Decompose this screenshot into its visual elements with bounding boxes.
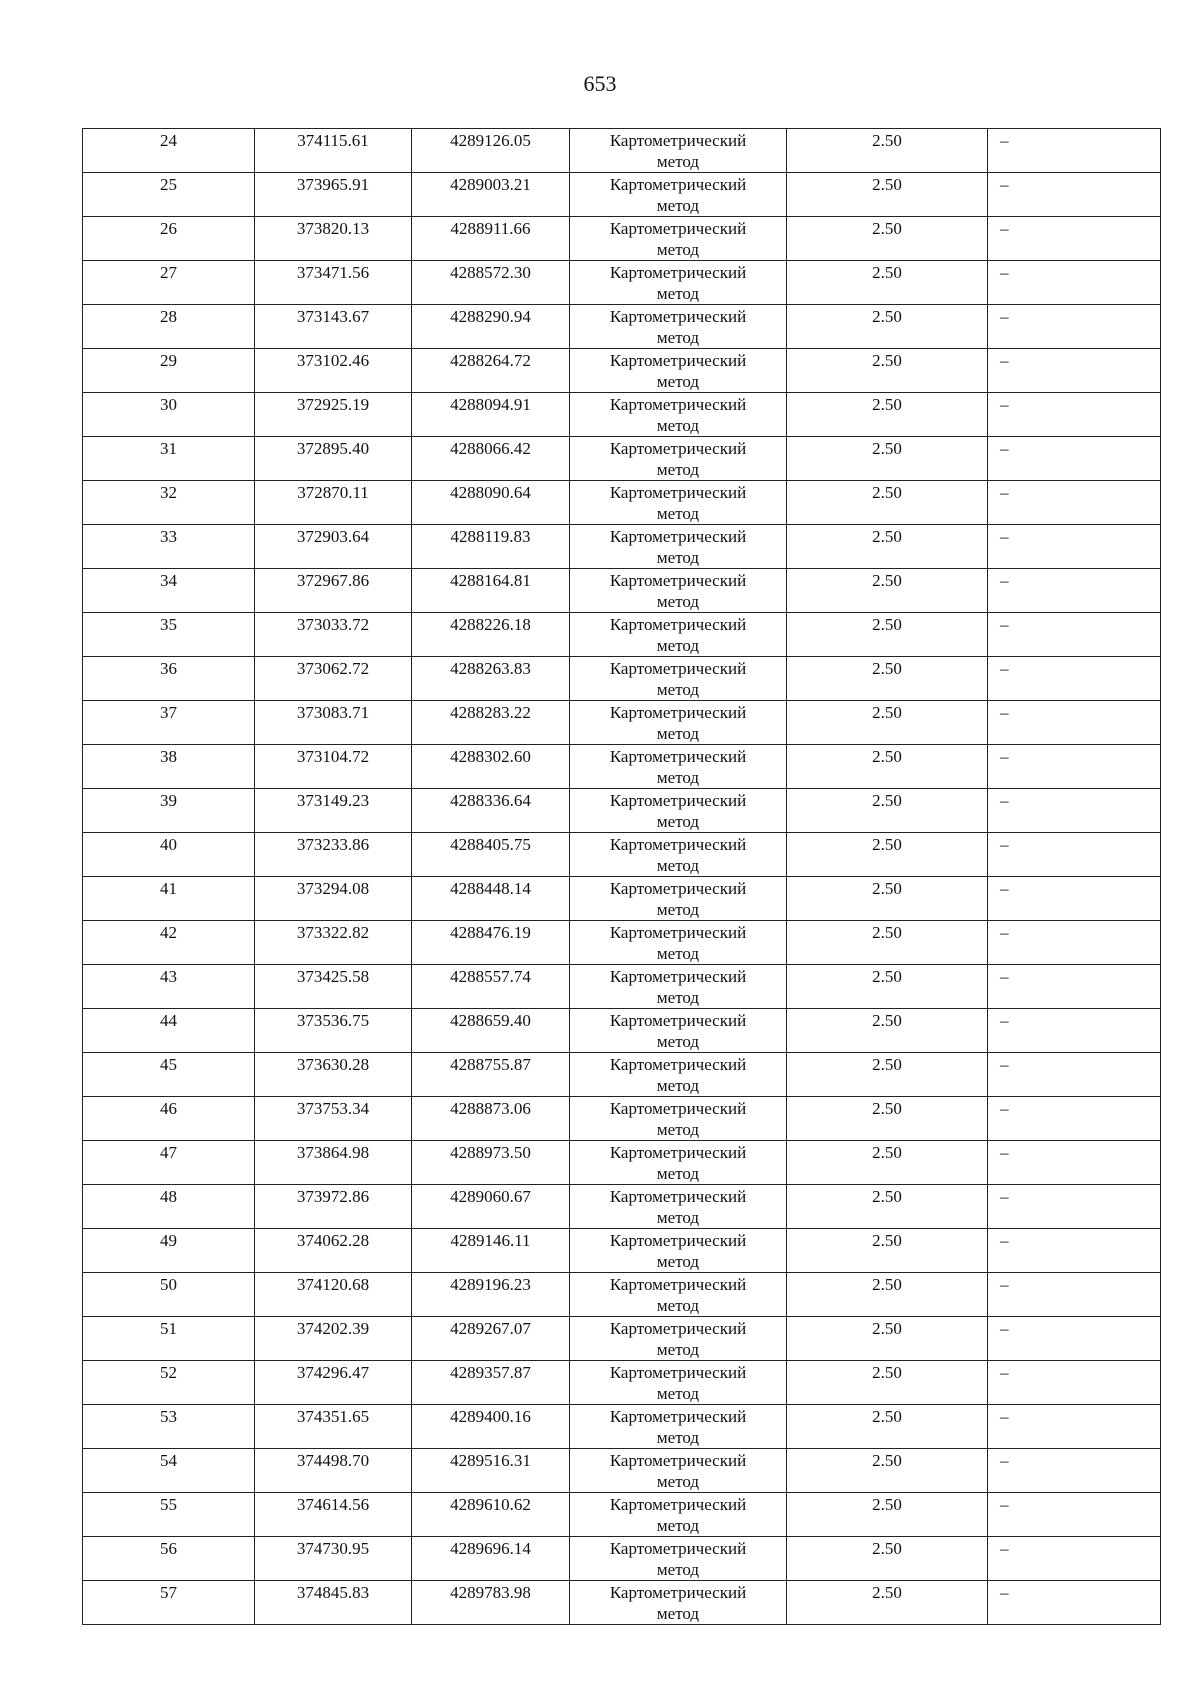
point-number-cell: 38 xyxy=(83,745,255,789)
accuracy-cell: 2.50 xyxy=(787,701,988,745)
point-number-cell: 50 xyxy=(83,1273,255,1317)
note-cell: – xyxy=(988,349,1161,393)
table-row xyxy=(83,1097,1161,1141)
accuracy-cell: 2.50 xyxy=(787,921,988,965)
table-row xyxy=(83,701,1161,745)
method-cell xyxy=(570,1493,787,1537)
y-coordinate-cell: 4289126.05 xyxy=(412,129,570,173)
y-coordinate-cell: 4289357.87 xyxy=(412,1361,570,1405)
x-coordinate-cell: 373233.86 xyxy=(255,833,412,877)
x-coordinate-cell: 373083.71 xyxy=(255,701,412,745)
method-cell xyxy=(570,1185,787,1229)
method-text: Картометрический метод xyxy=(609,1231,747,1271)
y-coordinate-cell: 4289610.62 xyxy=(412,1493,570,1537)
note-cell: – xyxy=(988,1053,1161,1097)
y-coordinate-cell: 4288755.87 xyxy=(412,1053,570,1097)
point-number-cell: 54 xyxy=(83,1449,255,1493)
x-coordinate-cell: 373143.67 xyxy=(255,305,412,349)
method-cell xyxy=(570,921,787,965)
note-cell: – xyxy=(988,481,1161,525)
method-cell xyxy=(570,1361,787,1405)
point-number-cell: 57 xyxy=(83,1581,255,1625)
method-cell xyxy=(570,217,787,261)
table-row xyxy=(83,1053,1161,1097)
table-row xyxy=(83,217,1161,261)
method-text: Картометрический метод xyxy=(609,703,747,743)
y-coordinate-cell: 4288405.75 xyxy=(412,833,570,877)
x-coordinate-cell: 373425.58 xyxy=(255,965,412,1009)
table-row xyxy=(83,261,1161,305)
x-coordinate-cell: 374498.70 xyxy=(255,1449,412,1493)
accuracy-cell: 2.50 xyxy=(787,833,988,877)
method-cell xyxy=(570,393,787,437)
y-coordinate-cell: 4288973.50 xyxy=(412,1141,570,1185)
note-cell: – xyxy=(988,921,1161,965)
point-number-cell: 30 xyxy=(83,393,255,437)
note-cell: – xyxy=(988,833,1161,877)
accuracy-cell: 2.50 xyxy=(787,1141,988,1185)
note-cell: – xyxy=(988,393,1161,437)
point-number-cell: 55 xyxy=(83,1493,255,1537)
y-coordinate-cell: 4288119.83 xyxy=(412,525,570,569)
method-text: Картометрический метод xyxy=(609,351,747,391)
method-text: Картометрический метод xyxy=(609,1055,747,1095)
x-coordinate-cell: 372925.19 xyxy=(255,393,412,437)
table-row xyxy=(83,173,1161,217)
y-coordinate-cell: 4289516.31 xyxy=(412,1449,570,1493)
note-cell: – xyxy=(988,701,1161,745)
coordinates-table-body xyxy=(83,129,1161,1625)
method-cell xyxy=(570,349,787,393)
table-row xyxy=(83,877,1161,921)
point-number-cell: 49 xyxy=(83,1229,255,1273)
note-cell: – xyxy=(988,1449,1161,1493)
table-row xyxy=(83,569,1161,613)
method-text: Картометрический метод xyxy=(609,659,747,699)
point-number-cell: 32 xyxy=(83,481,255,525)
point-number-cell: 53 xyxy=(83,1405,255,1449)
method-cell xyxy=(570,569,787,613)
note-cell: – xyxy=(988,1537,1161,1581)
method-text: Картометрический метод xyxy=(609,131,747,171)
y-coordinate-cell: 4288911.66 xyxy=(412,217,570,261)
method-text: Картометрический метод xyxy=(609,1495,747,1535)
method-text: Картометрический метод xyxy=(609,219,747,259)
x-coordinate-cell: 373062.72 xyxy=(255,657,412,701)
note-cell: – xyxy=(988,1229,1161,1273)
note-cell: – xyxy=(988,1141,1161,1185)
y-coordinate-cell: 4288302.60 xyxy=(412,745,570,789)
accuracy-cell: 2.50 xyxy=(787,261,988,305)
x-coordinate-cell: 374730.95 xyxy=(255,1537,412,1581)
method-cell xyxy=(570,1229,787,1273)
note-cell: – xyxy=(988,789,1161,833)
accuracy-cell: 2.50 xyxy=(787,349,988,393)
accuracy-cell: 2.50 xyxy=(787,613,988,657)
x-coordinate-cell: 374202.39 xyxy=(255,1317,412,1361)
x-coordinate-cell: 373536.75 xyxy=(255,1009,412,1053)
point-number-cell: 56 xyxy=(83,1537,255,1581)
point-number-cell: 52 xyxy=(83,1361,255,1405)
y-coordinate-cell: 4288283.22 xyxy=(412,701,570,745)
method-text: Картометрический метод xyxy=(609,1143,747,1183)
accuracy-cell: 2.50 xyxy=(787,1449,988,1493)
table-row xyxy=(83,1229,1161,1273)
note-cell: – xyxy=(988,217,1161,261)
method-cell xyxy=(570,657,787,701)
table-row xyxy=(83,789,1161,833)
method-cell xyxy=(570,1273,787,1317)
point-number-cell: 28 xyxy=(83,305,255,349)
method-cell xyxy=(570,1317,787,1361)
accuracy-cell: 2.50 xyxy=(787,789,988,833)
note-cell: – xyxy=(988,657,1161,701)
x-coordinate-cell: 372967.86 xyxy=(255,569,412,613)
table-row xyxy=(83,393,1161,437)
note-cell: – xyxy=(988,437,1161,481)
accuracy-cell: 2.50 xyxy=(787,1405,988,1449)
table-row xyxy=(83,1185,1161,1229)
table-row xyxy=(83,1317,1161,1361)
method-text: Картометрический метод xyxy=(609,615,747,655)
accuracy-cell: 2.50 xyxy=(787,525,988,569)
method-text: Картометрический метод xyxy=(609,1451,747,1491)
accuracy-cell: 2.50 xyxy=(787,1053,988,1097)
accuracy-cell: 2.50 xyxy=(787,173,988,217)
method-cell xyxy=(570,833,787,877)
x-coordinate-cell: 373294.08 xyxy=(255,877,412,921)
x-coordinate-cell: 374120.68 xyxy=(255,1273,412,1317)
method-cell xyxy=(570,261,787,305)
accuracy-cell: 2.50 xyxy=(787,1317,988,1361)
y-coordinate-cell: 4288448.14 xyxy=(412,877,570,921)
y-coordinate-cell: 4289696.14 xyxy=(412,1537,570,1581)
note-cell: – xyxy=(988,1273,1161,1317)
method-text: Картометрический метод xyxy=(609,1275,747,1315)
method-text: Картометрический метод xyxy=(609,1583,747,1623)
y-coordinate-cell: 4288066.42 xyxy=(412,437,570,481)
x-coordinate-cell: 373965.91 xyxy=(255,173,412,217)
y-coordinate-cell: 4289400.16 xyxy=(412,1405,570,1449)
accuracy-cell: 2.50 xyxy=(787,745,988,789)
table-row xyxy=(83,745,1161,789)
table-row xyxy=(83,525,1161,569)
point-number-cell: 45 xyxy=(83,1053,255,1097)
table-row xyxy=(83,965,1161,1009)
x-coordinate-cell: 373630.28 xyxy=(255,1053,412,1097)
method-text: Картометрический метод xyxy=(609,747,747,787)
method-text: Картометрический метод xyxy=(609,1099,747,1139)
method-cell xyxy=(570,701,787,745)
method-text: Картометрический метод xyxy=(609,307,747,347)
method-text: Картометрический метод xyxy=(609,1407,747,1447)
note-cell: – xyxy=(988,173,1161,217)
x-coordinate-cell: 373864.98 xyxy=(255,1141,412,1185)
point-number-cell: 48 xyxy=(83,1185,255,1229)
note-cell: – xyxy=(988,1493,1161,1537)
table-row xyxy=(83,1537,1161,1581)
table-row xyxy=(83,1405,1161,1449)
y-coordinate-cell: 4288226.18 xyxy=(412,613,570,657)
point-number-cell: 26 xyxy=(83,217,255,261)
table-row xyxy=(83,305,1161,349)
point-number-cell: 40 xyxy=(83,833,255,877)
note-cell: – xyxy=(988,129,1161,173)
table-row xyxy=(83,1449,1161,1493)
note-cell: – xyxy=(988,1317,1161,1361)
method-text: Картометрический метод xyxy=(609,1539,747,1579)
method-cell xyxy=(570,745,787,789)
y-coordinate-cell: 4289196.23 xyxy=(412,1273,570,1317)
table-row xyxy=(83,1361,1161,1405)
method-text: Картометрический метод xyxy=(609,1011,747,1051)
point-number-cell: 31 xyxy=(83,437,255,481)
accuracy-cell: 2.50 xyxy=(787,1273,988,1317)
y-coordinate-cell: 4288264.72 xyxy=(412,349,570,393)
method-cell xyxy=(570,1537,787,1581)
method-text: Картометрический метод xyxy=(609,1187,747,1227)
accuracy-cell: 2.50 xyxy=(787,1009,988,1053)
x-coordinate-cell: 373820.13 xyxy=(255,217,412,261)
method-text: Картометрический метод xyxy=(609,175,747,215)
y-coordinate-cell: 4288094.91 xyxy=(412,393,570,437)
method-text: Картометрический метод xyxy=(609,835,747,875)
method-text: Картометрический метод xyxy=(609,439,747,479)
method-cell xyxy=(570,1581,787,1625)
point-number-cell: 47 xyxy=(83,1141,255,1185)
x-coordinate-cell: 372895.40 xyxy=(255,437,412,481)
x-coordinate-cell: 374845.83 xyxy=(255,1581,412,1625)
y-coordinate-cell: 4288572.30 xyxy=(412,261,570,305)
x-coordinate-cell: 373972.86 xyxy=(255,1185,412,1229)
method-cell xyxy=(570,173,787,217)
note-cell: – xyxy=(988,305,1161,349)
x-coordinate-cell: 373322.82 xyxy=(255,921,412,965)
method-cell xyxy=(570,525,787,569)
point-number-cell: 37 xyxy=(83,701,255,745)
y-coordinate-cell: 4288336.64 xyxy=(412,789,570,833)
table-row xyxy=(83,921,1161,965)
note-cell: – xyxy=(988,525,1161,569)
point-number-cell: 35 xyxy=(83,613,255,657)
accuracy-cell: 2.50 xyxy=(787,1229,988,1273)
y-coordinate-cell: 4288873.06 xyxy=(412,1097,570,1141)
x-coordinate-cell: 373149.23 xyxy=(255,789,412,833)
point-number-cell: 41 xyxy=(83,877,255,921)
x-coordinate-cell: 374296.47 xyxy=(255,1361,412,1405)
accuracy-cell: 2.50 xyxy=(787,657,988,701)
table-row xyxy=(83,129,1161,173)
point-number-cell: 25 xyxy=(83,173,255,217)
accuracy-cell: 2.50 xyxy=(787,1537,988,1581)
method-text: Картометрический метод xyxy=(609,791,747,831)
x-coordinate-cell: 374062.28 xyxy=(255,1229,412,1273)
table-row xyxy=(83,1273,1161,1317)
table-row xyxy=(83,1581,1161,1625)
table-row xyxy=(83,1009,1161,1053)
method-text: Картометрический метод xyxy=(609,527,747,567)
accuracy-cell: 2.50 xyxy=(787,305,988,349)
method-cell xyxy=(570,129,787,173)
table-row xyxy=(83,613,1161,657)
accuracy-cell: 2.50 xyxy=(787,965,988,1009)
method-cell xyxy=(570,965,787,1009)
note-cell: – xyxy=(988,1361,1161,1405)
point-number-cell: 42 xyxy=(83,921,255,965)
method-cell xyxy=(570,305,787,349)
accuracy-cell: 2.50 xyxy=(787,569,988,613)
method-cell xyxy=(570,481,787,525)
method-cell xyxy=(570,877,787,921)
y-coordinate-cell: 4288090.64 xyxy=(412,481,570,525)
point-number-cell: 46 xyxy=(83,1097,255,1141)
point-number-cell: 29 xyxy=(83,349,255,393)
y-coordinate-cell: 4288290.94 xyxy=(412,305,570,349)
point-number-cell: 39 xyxy=(83,789,255,833)
point-number-cell: 27 xyxy=(83,261,255,305)
accuracy-cell: 2.50 xyxy=(787,481,988,525)
note-cell: – xyxy=(988,745,1161,789)
note-cell: – xyxy=(988,1009,1161,1053)
method-cell xyxy=(570,1141,787,1185)
note-cell: – xyxy=(988,877,1161,921)
x-coordinate-cell: 374351.65 xyxy=(255,1405,412,1449)
method-text: Картометрический метод xyxy=(609,1363,747,1403)
note-cell: – xyxy=(988,1185,1161,1229)
y-coordinate-cell: 4289146.11 xyxy=(412,1229,570,1273)
x-coordinate-cell: 373033.72 xyxy=(255,613,412,657)
page-number: 653 xyxy=(583,71,617,96)
method-text: Картометрический метод xyxy=(609,263,747,303)
x-coordinate-cell: 372870.11 xyxy=(255,481,412,525)
method-cell xyxy=(570,613,787,657)
point-number-cell: 36 xyxy=(83,657,255,701)
point-number-cell: 43 xyxy=(83,965,255,1009)
note-cell: – xyxy=(988,1405,1161,1449)
method-cell xyxy=(570,789,787,833)
y-coordinate-cell: 4289267.07 xyxy=(412,1317,570,1361)
y-coordinate-cell: 4289003.21 xyxy=(412,173,570,217)
method-text: Картометрический метод xyxy=(609,571,747,611)
x-coordinate-cell: 373102.46 xyxy=(255,349,412,393)
table-row xyxy=(83,437,1161,481)
table-row xyxy=(83,1493,1161,1537)
method-cell xyxy=(570,1449,787,1493)
accuracy-cell: 2.50 xyxy=(787,1581,988,1625)
method-text: Картометрический метод xyxy=(609,879,747,919)
accuracy-cell: 2.50 xyxy=(787,1493,988,1537)
x-coordinate-cell: 374115.61 xyxy=(255,129,412,173)
table-row xyxy=(83,657,1161,701)
accuracy-cell: 2.50 xyxy=(787,129,988,173)
x-coordinate-cell: 373753.34 xyxy=(255,1097,412,1141)
method-cell xyxy=(570,1053,787,1097)
accuracy-cell: 2.50 xyxy=(787,877,988,921)
point-number-cell: 34 xyxy=(83,569,255,613)
accuracy-cell: 2.50 xyxy=(787,1097,988,1141)
method-text: Картометрический метод xyxy=(609,923,747,963)
accuracy-cell: 2.50 xyxy=(787,393,988,437)
method-cell xyxy=(570,1405,787,1449)
x-coordinate-cell: 372903.64 xyxy=(255,525,412,569)
x-coordinate-cell: 373104.72 xyxy=(255,745,412,789)
x-coordinate-cell: 374614.56 xyxy=(255,1493,412,1537)
note-cell: – xyxy=(988,965,1161,1009)
accuracy-cell: 2.50 xyxy=(787,1361,988,1405)
accuracy-cell: 2.50 xyxy=(787,217,988,261)
y-coordinate-cell: 4288263.83 xyxy=(412,657,570,701)
note-cell: – xyxy=(988,1581,1161,1625)
table-row xyxy=(83,833,1161,877)
point-number-cell: 51 xyxy=(83,1317,255,1361)
method-text: Картометрический метод xyxy=(609,967,747,1007)
method-text: Картометрический метод xyxy=(609,1319,747,1359)
y-coordinate-cell: 4288476.19 xyxy=(412,921,570,965)
table-row xyxy=(83,1141,1161,1185)
y-coordinate-cell: 4289783.98 xyxy=(412,1581,570,1625)
point-number-cell: 44 xyxy=(83,1009,255,1053)
note-cell: – xyxy=(988,261,1161,305)
method-cell xyxy=(570,437,787,481)
note-cell: – xyxy=(988,569,1161,613)
point-number-cell: 33 xyxy=(83,525,255,569)
table-row xyxy=(83,349,1161,393)
y-coordinate-cell: 4288659.40 xyxy=(412,1009,570,1053)
method-text: Картометрический метод xyxy=(609,395,747,435)
point-number-cell: 24 xyxy=(83,129,255,173)
note-cell: – xyxy=(988,1097,1161,1141)
x-coordinate-cell: 373471.56 xyxy=(255,261,412,305)
y-coordinate-cell: 4288164.81 xyxy=(412,569,570,613)
y-coordinate-cell: 4288557.74 xyxy=(412,965,570,1009)
method-cell xyxy=(570,1009,787,1053)
coordinates-table xyxy=(82,128,1161,1625)
table-row xyxy=(83,481,1161,525)
y-coordinate-cell: 4289060.67 xyxy=(412,1185,570,1229)
note-cell: – xyxy=(988,613,1161,657)
method-text: Картометрический метод xyxy=(609,483,747,523)
accuracy-cell: 2.50 xyxy=(787,437,988,481)
accuracy-cell: 2.50 xyxy=(787,1185,988,1229)
method-cell xyxy=(570,1097,787,1141)
